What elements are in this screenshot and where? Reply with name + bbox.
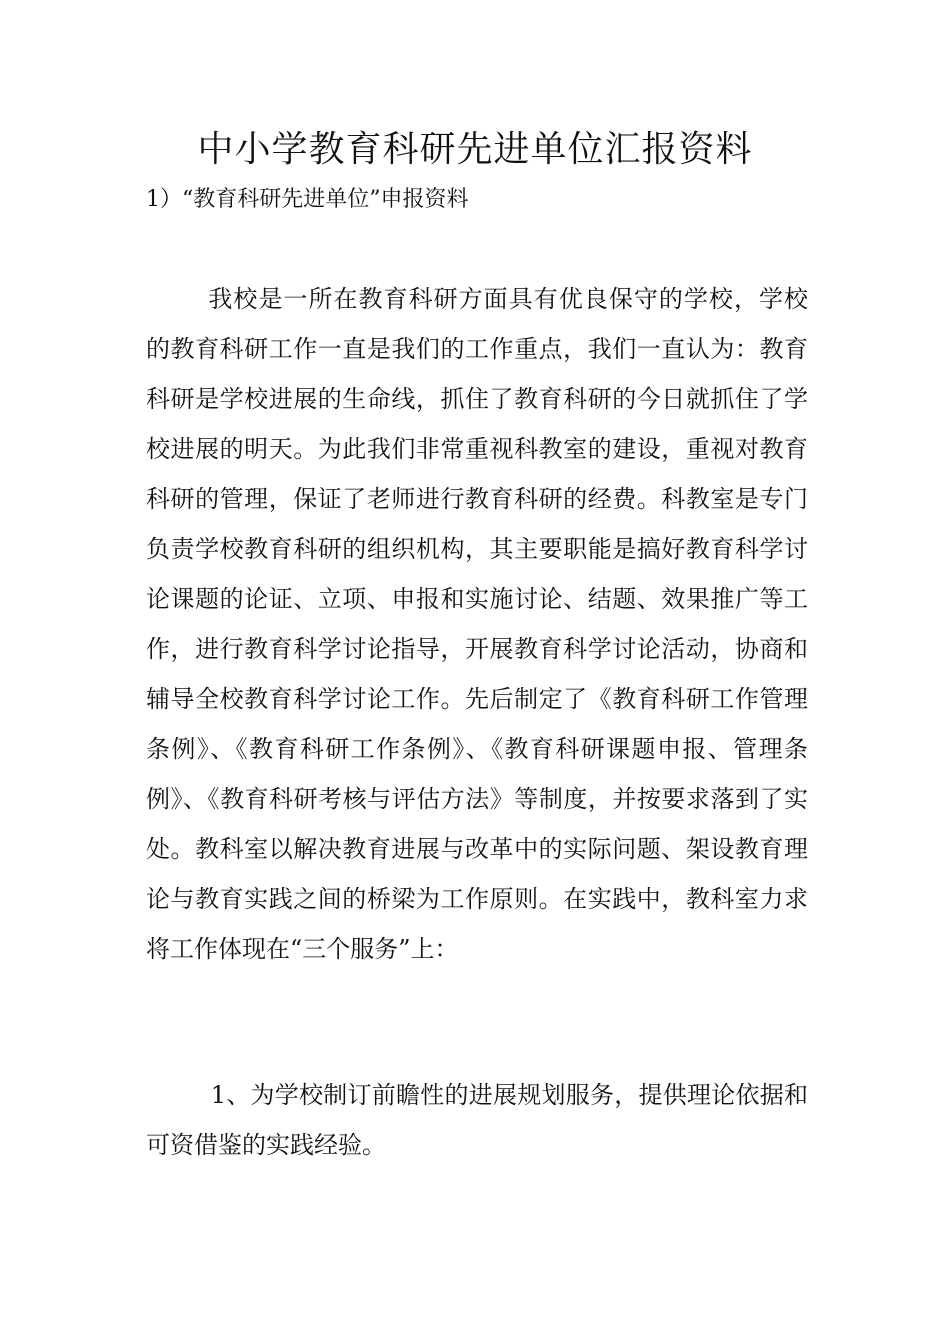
body-paragraph-2: 1、为学校制订前瞻性的进展规划服务，提供理论依据和可资借鉴的实践经验。 <box>146 1081 808 1159</box>
body-paragraph-1: 我校是一所在教育科研方面具有优良保守的学校，学校的教育科研工作一直是我们的工作重点，我们一直认为：教育科研是学校进展的生命线，抓住了教育科研的今日就抓住了学校进展的明天。为此我们非常重视科教室的建设，重视对教育科研的管理，保证了老师进行教育科研的经费。科教室是专门负责学校教育科研的组织机构，其主要职能是搞好教育科学讨论课题的论证、立项、申报和实施讨论、结题、效果推广等工作，进行教育科学讨论指导，开展教育科学讨论活动，协商和辅导全校教育科学讨论工作。先后制定了《教育科研工作管理条例》、《教育科研工作条例》、《教育科研课题申报、管理条例》、《教育科研考核与评估方法》等制度，并按要求落到了实处。教科室以解决教育进展与改革中的实际问题、架设教育理论与教育实践之间的桥梁为工作原则。在实践中，教科室力求将工作体现在“三个服务”上： <box>146 285 808 963</box>
document-subtitle: 1）“教育科研先进单位”申报资料 <box>146 187 469 212</box>
document-title: 中小学教育科研先进单位汇报资料 <box>197 129 753 170</box>
